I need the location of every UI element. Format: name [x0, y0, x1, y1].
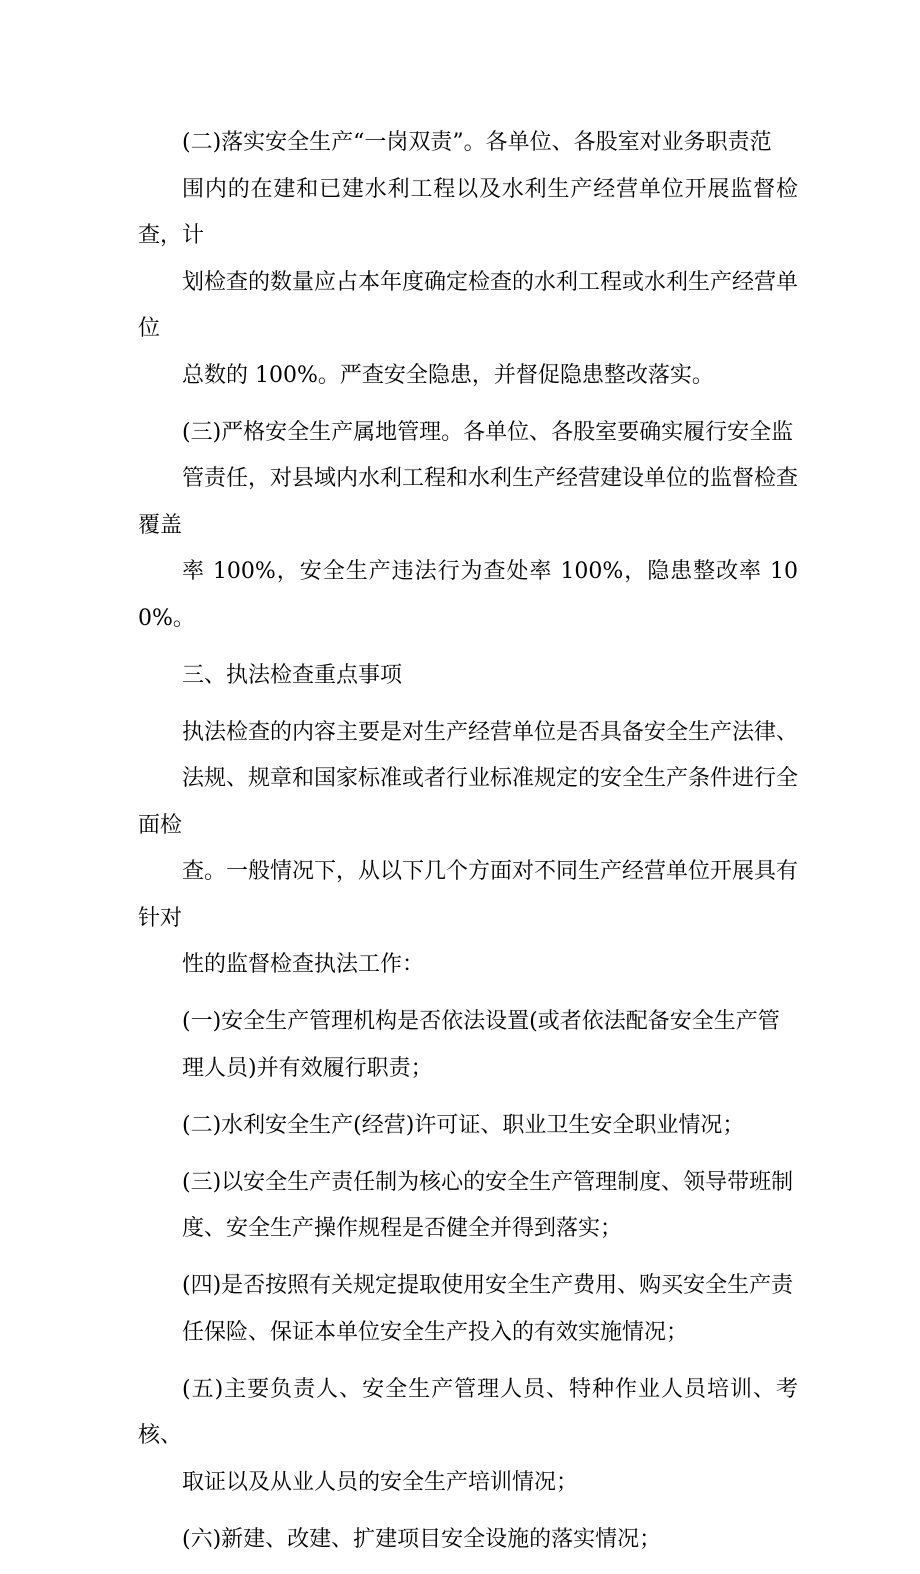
list-item-safety-facilities: [138, 1517, 798, 1564]
text-line: 围内的在建和已建水利工程以及水利生产经营单位开展监督检查，计: [138, 176, 798, 248]
text-line: (二)水利安全生产(经营)许可证、职业卫生安全职业情况；: [182, 1112, 745, 1138]
paragraph-duty-responsibility: [138, 120, 798, 399]
text-line: 查。一般情况下，从以下几个方面对不同生产经营单位开展具有针对: [138, 859, 799, 931]
text-line: (二)落实安全生产“一岗双责”。各单位、各股室对业务职责范: [182, 130, 772, 155]
text-line: 执法检查的内容主要是对生产经营单位是否具备安全生产法律、: [182, 719, 799, 745]
text-line: 取证以及从业人员的安全生产培训情况；: [182, 1469, 579, 1495]
list-item-responsibility-system: [138, 1160, 798, 1253]
section-heading-inspection-items: [138, 653, 798, 700]
text-line: 法规、规章和国家标准或者行业标准规定的安全生产条件进行全面检: [138, 766, 799, 838]
text-line: 总数的 100%。严查安全隐患，并督促隐患整改落实。: [182, 362, 714, 388]
text-line: 任保险、保证本单位安全生产投入的有效实施情况；: [182, 1319, 689, 1345]
text-line: (三)以安全生产责任制为核心的安全生产管理制度、领导带班制: [182, 1169, 794, 1195]
paragraph-inspection-content: [138, 710, 798, 989]
text-line: 性的监督检查执法工作：: [182, 952, 425, 977]
text-line: 度、安全生产操作规程是否健全并得到落实；: [182, 1216, 623, 1241]
paragraph-territorial-management: [138, 410, 798, 643]
heading-line: 三、执法检查重点事项: [182, 662, 403, 688]
text-line: (四)是否按照有关规定提取使用安全生产费用、购买安全生产责: [182, 1273, 794, 1298]
text-line: (六)新建、改建、扩建项目安全设施的落实情况；: [182, 1526, 662, 1552]
text-line: (五)主要负责人、安全生产管理人员、特种作业人员培训、考核、: [138, 1376, 798, 1448]
list-item-personnel-training: [138, 1367, 798, 1507]
text-line: 理人员)并有效履行职责；: [182, 1055, 433, 1081]
text-line: 率 100%，安全生产违法行为查处率 100%，隐患整改率 100%。: [138, 559, 798, 631]
list-item-safety-license: [138, 1103, 798, 1150]
document-body: [138, 120, 798, 1574]
text-line: (三)严格安全生产属地管理。各单位、各股室要确实履行安全监: [182, 419, 794, 445]
text-line: 划检查的数量应占本年度确定检查的水利工程或水利生产经营单位: [138, 269, 799, 341]
list-item-safety-expenses: [138, 1263, 798, 1356]
text-line: (一)安全生产管理机构是否依法设置(或者依法配备安全生产管: [182, 1009, 780, 1034]
text-line: 管责任，对县域内水利工程和水利生产经营建设单位的监督检查覆盖: [138, 466, 799, 538]
list-item-management-organization: [138, 999, 798, 1092]
